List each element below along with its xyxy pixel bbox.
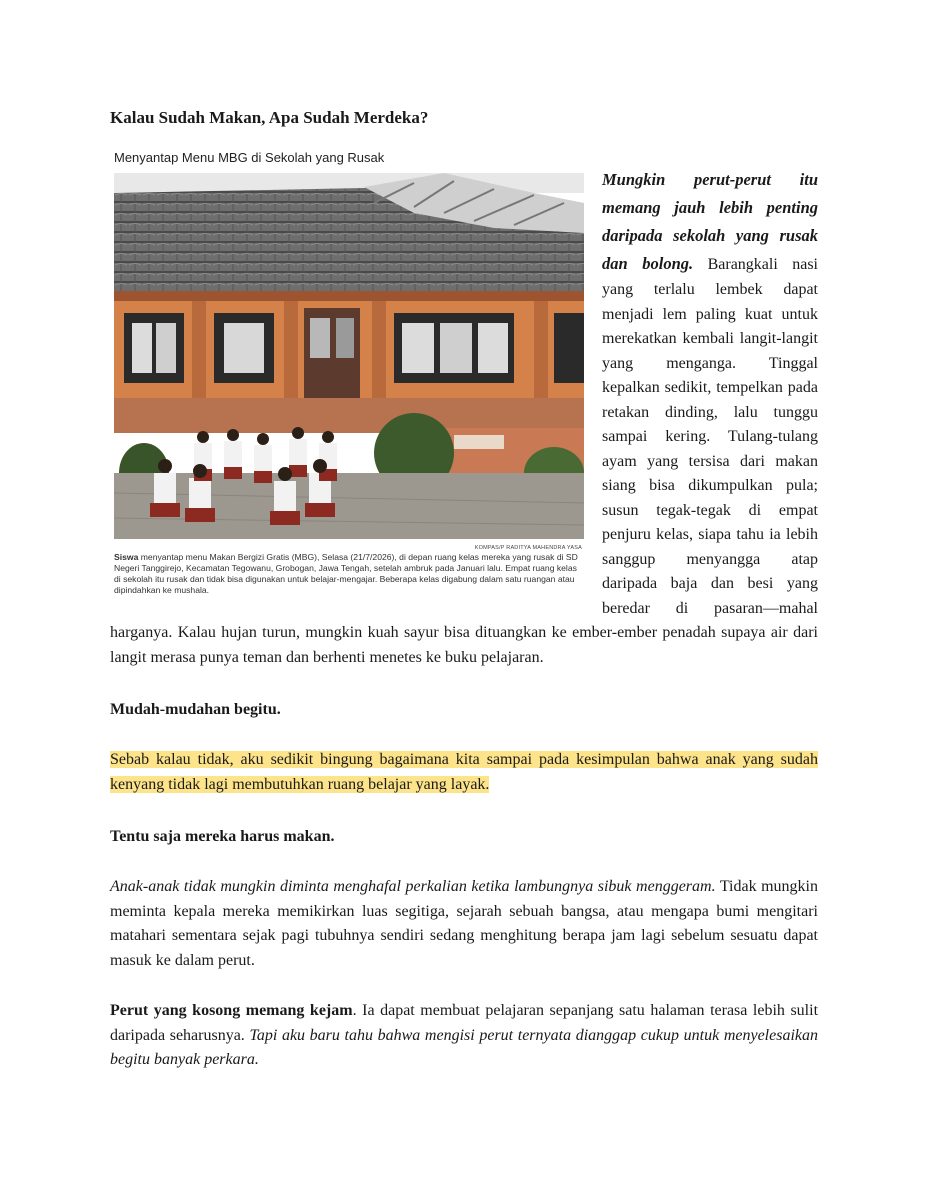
highlight-text: Sebab kalau tidak, aku sedikit bingung bagaimana kita sampai pada kesimpulan bahwa anak yang sudah kenyang tidak lagi membutuhkan ruang belajar yang layak. — [110, 751, 818, 793]
line-mudah: Mudah-mudahan begitu. — [110, 701, 281, 719]
paragraph-4 — [110, 999, 818, 1073]
paragraph-4-mid: . Ia dapat membuat pelajaran sepanjang satu halaman terasa lebih sulit daripada seharusnya. — [110, 1002, 819, 1044]
highlighted-paragraph — [110, 748, 818, 797]
photo-caption — [114, 552, 584, 595]
caption-text: menyantap menu Makan Bergizi Gratis (MBG), Selasa (21/7/2026), di depan ruang kelas mereka yang rusak di SD Negeri Tanggirejo, Kecamatan Tegowanu, Grobogan, Jawa Tengah, setelah ambruk pada Januari lalu. Empat ruang kelas di sekolah itu rusak dan tidak bisa digunakan untuk belajar-mengajar. Beberapa kelas digabung dalam satu ruangan atau dipindahkan ke mushala. — [114, 552, 578, 595]
caption-bold: Siswa — [114, 552, 139, 563]
paragraph-3-italic: Anak-anak tidak mungkin diminta menghafal perkalian ketika lambungnya sibuk menggeram. — [110, 878, 716, 896]
figure-heading: Menyantap Menu MBG di Sekolah yang Rusak — [114, 150, 385, 166]
paragraph-3 — [110, 875, 818, 973]
line-tentu: Tentu saja mereka harus makan. — [110, 828, 335, 846]
paragraph-1-lead: Mungkin perut-perut itu memang jauh lebih penting daripada sekolah yang rusak dan bolong. — [602, 170, 818, 274]
paragraph-3-rest: Tidak mungkin meminta kepala mereka memikirkan luas segitiga, sejarah sebuah bangsa, atau mengapa bumi mengitari matahari sementara sejak pagi tubuhnya sendiri sedang menghitung berapa jam lagi sebelum sesuatu dapat masuk ke dalam perut. — [110, 878, 819, 969]
school-photo — [114, 173, 584, 539]
paragraph-1-rest: Barangkali nasi yang terlalu lembek dapat menjadi lem paling kuat untuk merekatkan kembali langit-langit yang menganga. Tinggal kepalkan sedikit, tempelkan pada retakan dinding, lalu tunggu sampai kering. Tulang-tulang ayam yang tersisa dari makan siang bisa dikumpulkan pula; susun tegak-tegak di empat penjuru kelas, siapa tahu ia lebih sanggup menyangga atap daripada baja dan besi yang beredar di pasaran—mahal harganya. Kalau hujan turun, mungkin kuah sayur bisa dituangkan ke ember-ember penadah supaya air dari langit merasa punya teman dan berhenti menetes ke buku pelajaran. — [110, 256, 819, 666]
news-figure — [110, 150, 584, 595]
paragraph-4-bold: Perut yang kosong memang kejam — [110, 1002, 353, 1020]
paragraph-4-italic: Tapi aku baru tahu bahwa mengisi perut ternyata dianggap cukup untuk menyelesaikan begitu banyak perkara. — [110, 1026, 818, 1069]
photo-credit: KOMPAS/P RADITYA MAHENDRA YASA — [474, 545, 582, 552]
article-title: Kalau Sudah Makan, Apa Sudah Merdeka? — [110, 108, 429, 127]
article-page — [110, 108, 818, 1073]
